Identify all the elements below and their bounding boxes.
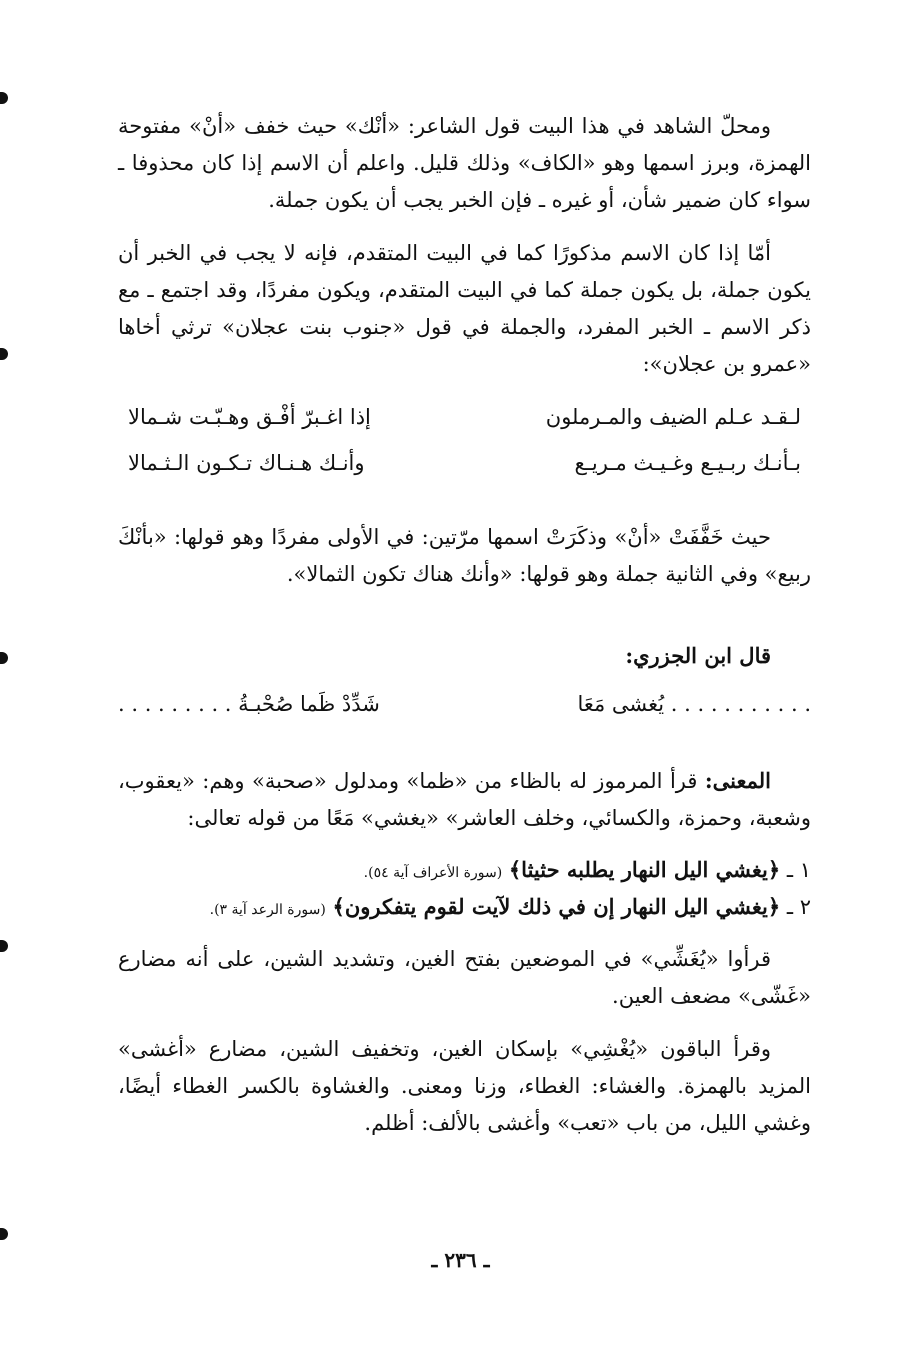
- ayah-text: ﴿يغشي اليل النهار إن في ذلك لآيت لقوم يتفكرون﴾: [332, 894, 781, 919]
- margin-mark: [0, 1228, 8, 1240]
- paragraph: وقرأ الباقون «يُغْشِي» بإسكان الغين، وتخفيف الشين، مضارع «أغشى» المزيد بالهمزة. والغشاء: الغطاء، وزنا ومعنى. والغشاوة بالكسر الغطاء أيضًا، وغشي الليل، من باب «تعب» وأغشى بالألف: أظلم.: [118, 1037, 811, 1135]
- margin-mark: [0, 92, 8, 104]
- rajaz-line: [118, 686, 811, 732]
- page-number: ـ ٢٣٦ ـ: [431, 1248, 490, 1272]
- paragraph: قرأوا «يُغَشِّي» في الموضعين بفتح الغين، وتشديد الشين، على أنه مضارع «غَشّى» مضعف العين.: [118, 947, 811, 1008]
- paragraph: أمّا إذا كان الاسم مذكورًا كما في البيت المتقدم، فإنه لا يجب في الخبر أن يكون جملة، بل يكون جملة كما في البيت المتقدم، ويكون مفردًا، وقد اجتمع ـ مع ذكر الاسم ـ الخبر المفرد، والجملة في قول «جنوب بنت عجلان» ترثي أخاها «عمرو بن عجلان»:: [118, 241, 811, 376]
- page-body: [118, 108, 811, 1158]
- paragraph: ومحلّ الشاهد في هذا البيت قول الشاعر: «أنْك» حيث خفف «أنْ» مفتوحة الهمزة، وبرز اسمها وهو «الكاف» وذلك قليل. واعلم أن الاسم إذا كان محذوفا ـ سواء كان ضمير شأن، أو غيره ـ فإن الخبر يجب أن يكون جملة.: [118, 114, 811, 212]
- margin-mark: [0, 940, 8, 952]
- ayah-reference: (سورة الأعراف آية ٥٤).: [363, 865, 503, 881]
- rajaz-left: شَدِّدْ ظَما صُحْبـةُ . . . . . . . . .: [118, 692, 380, 716]
- meaning-text: قرأ المرموز له بالظاء من «ظما» ومدلول «صحبة» وهم: «يعقوب، وشعبة، وحمزة، والكسائي، وخلف العاشر» «يغشي» مَعًا من قوله تعالى:: [118, 769, 811, 830]
- verse-first-hemistich: بـأنـك ربـيـع وغـيـث مـريـع: [574, 451, 801, 475]
- ayah-item: [118, 890, 811, 927]
- ayah-item: [118, 853, 811, 890]
- ayah-number: ٢ ـ: [786, 895, 811, 919]
- meaning-label: المعنى:: [704, 768, 771, 793]
- ayah-reference: (سورة الرعد آية ٣).: [209, 902, 326, 918]
- margin-mark: [0, 348, 8, 360]
- ayat-list: [118, 853, 811, 927]
- paragraph: حيث خَفَّفَتْ «أنْ» وذكَرَتْ اسمها مرّتين: في الأولى مفردًا وهو قولها: «بأنْكَ ربيع» وفي الثانية جملة وهو قولها: «وأنك هناك تكون الثمالا».: [118, 525, 811, 586]
- meaning-paragraph: [118, 762, 811, 837]
- ayah-number: ١ ـ: [786, 858, 811, 882]
- verse-second-hemistich: إذا اغـبرّ أفْـق وهـبّـت شـمالا: [128, 405, 371, 429]
- margin-mark: [0, 652, 8, 664]
- section-heading: قال ابن الجزري:: [625, 643, 771, 668]
- rajaz-right: . . . . . . . . . . . يُغشى مَعَا: [577, 692, 811, 716]
- verse-line: [118, 445, 811, 491]
- verse-line: [118, 399, 811, 445]
- verse-first-hemistich: لـقـد عـلم الضيف والمـرملون: [545, 405, 801, 429]
- verse-second-hemistich: وأنـك هـنـاك تـكـون الـثـمالا: [128, 451, 365, 475]
- poem-verses: [118, 399, 811, 491]
- ayah-text: ﴿يغشي اليل النهار يطلبه حثيثا﴾: [508, 857, 781, 882]
